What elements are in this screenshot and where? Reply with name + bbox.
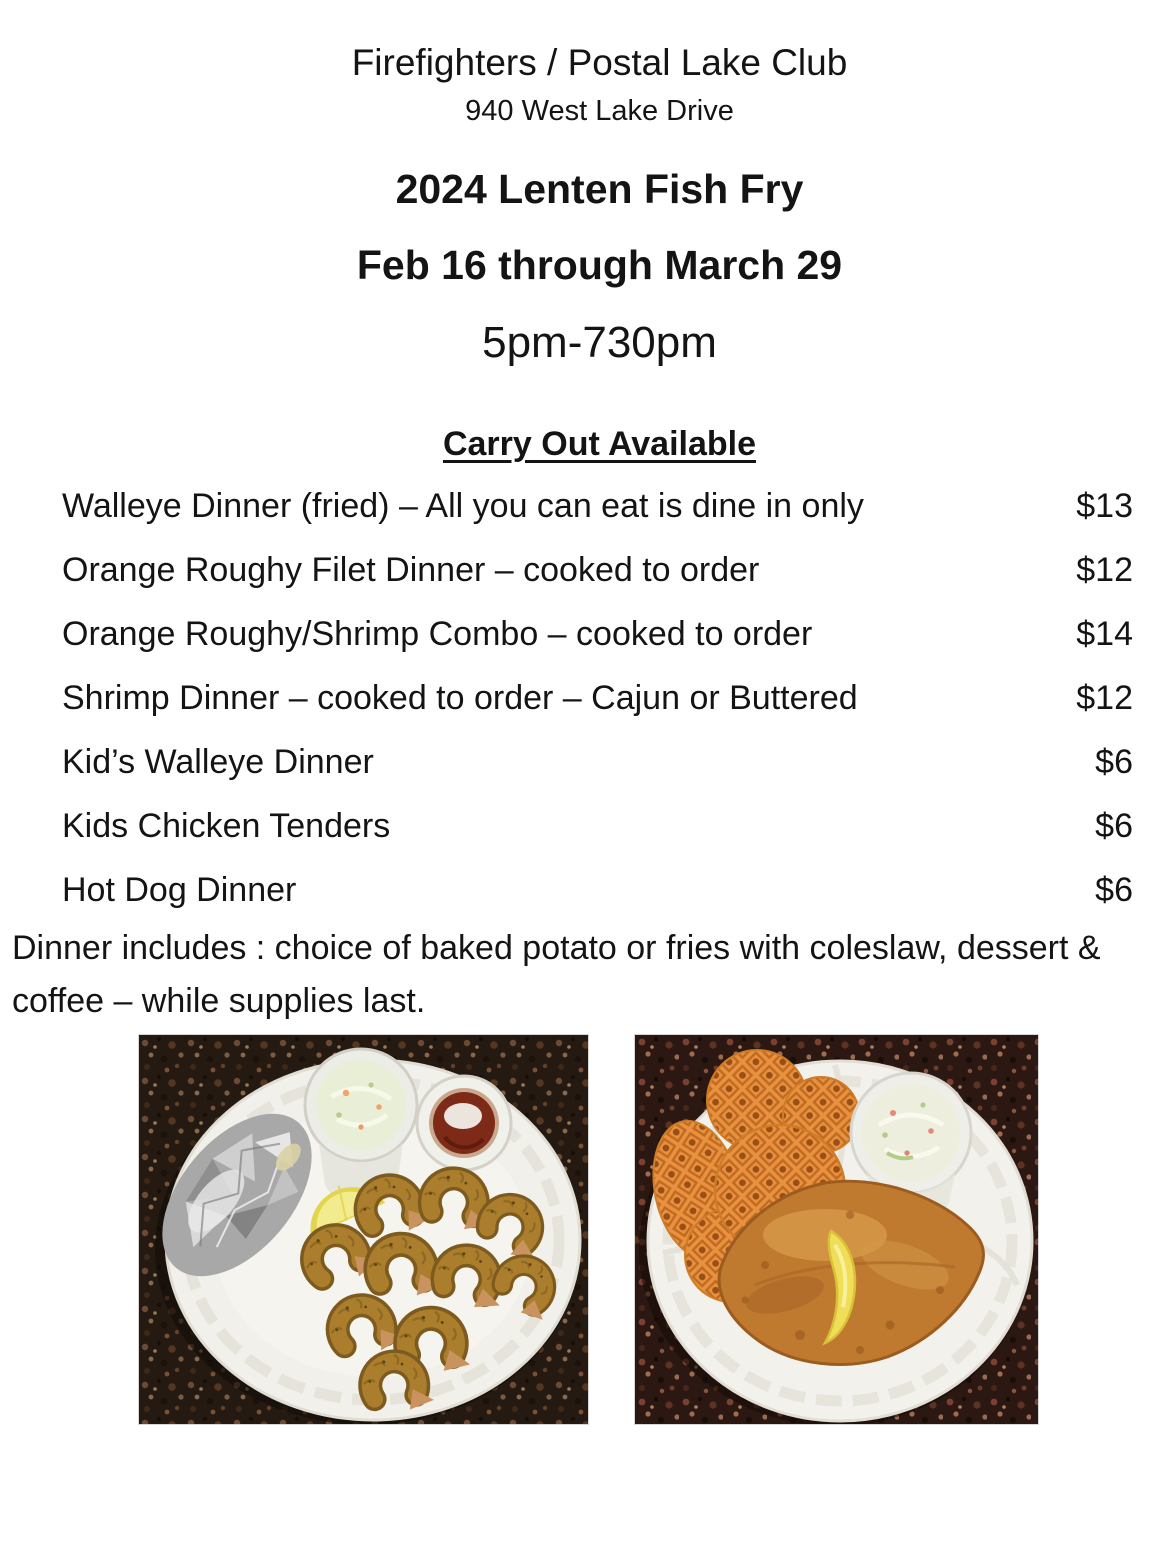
menu-row bbox=[0, 858, 1171, 922]
photo-shrimp-dinner bbox=[138, 1034, 589, 1425]
menu-row bbox=[0, 474, 1171, 538]
menu-row bbox=[0, 794, 1171, 858]
photo-fish-dinner bbox=[634, 1034, 1039, 1425]
menu-row bbox=[0, 666, 1171, 730]
address: 940 West Lake Drive bbox=[465, 95, 734, 127]
cocktail-sauce-cup bbox=[417, 1076, 511, 1170]
menu-item-name: Shrimp Dinner – cooked to order – Cajun or Buttered bbox=[62, 679, 858, 717]
menu-item-price: $14 bbox=[1076, 615, 1133, 653]
includes-note: Dinner includes : choice of baked potato or fries with coleslaw, dessert & coffee – while supplies last. bbox=[12, 929, 1101, 1020]
menu-row bbox=[0, 730, 1171, 794]
date-range: Feb 16 through March 29 bbox=[356, 242, 843, 288]
menu-list bbox=[0, 474, 1171, 922]
menu-row bbox=[0, 602, 1171, 666]
carryout-heading: Carry Out Available bbox=[442, 425, 757, 463]
org-name: Firefighters / Postal Lake Club bbox=[351, 42, 848, 83]
menu-item-name: Walleye Dinner (fried) – All you can eat is dine in only bbox=[62, 487, 864, 525]
event-title: 2024 Lenten Fish Fry bbox=[395, 166, 804, 212]
menu-item-name: Orange Roughy Filet Dinner – cooked to order bbox=[62, 551, 760, 589]
menu-item-name: Orange Roughy/Shrimp Combo – cooked to order bbox=[62, 615, 813, 653]
menu-item-price: $12 bbox=[1076, 551, 1133, 589]
menu-item-price: $13 bbox=[1076, 487, 1133, 525]
menu-item-name: Kids Chicken Tenders bbox=[62, 807, 391, 845]
menu-item-price: $6 bbox=[1095, 807, 1133, 845]
menu-item-name: Hot Dog Dinner bbox=[62, 871, 297, 909]
menu-item-price: $6 bbox=[1095, 743, 1133, 781]
menu-item-price: $12 bbox=[1076, 679, 1133, 717]
photo-row bbox=[0, 1034, 1171, 1425]
menu-row bbox=[0, 538, 1171, 602]
menu-item-name: Kid’s Walleye Dinner bbox=[62, 743, 374, 781]
menu-item-price: $6 bbox=[1095, 871, 1133, 909]
time-range: 5pm-730pm bbox=[482, 318, 717, 367]
